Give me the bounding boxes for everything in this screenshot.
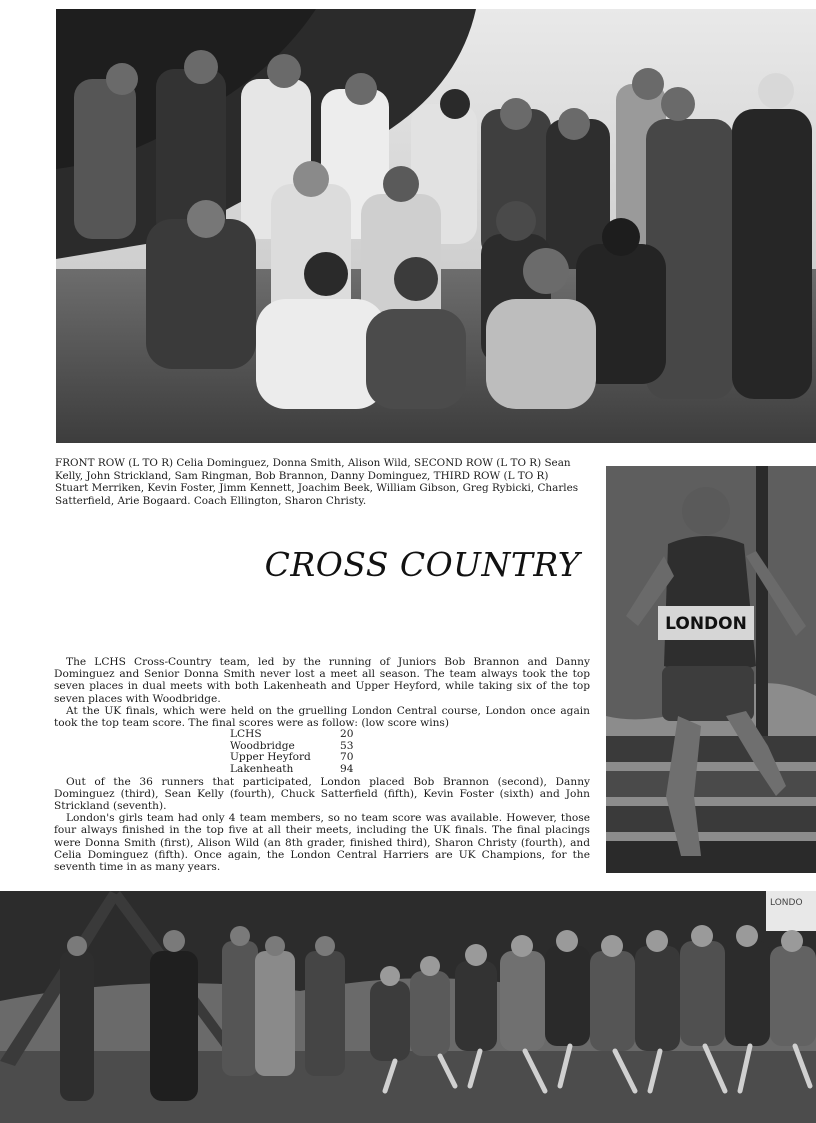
team-photo [56,9,816,443]
photo-caption: FRONT ROW (L TO R) Celia Dominguez, Donna Smith, Alison Wild, SECOND ROW (L TO R) Sean Kelly, John Strickland, Sam Ringman, Bob Brannon, Danny Dominguez, THIRD ROW (L TO R) Stuart Merriken, Kevin Foster, Jimm Kennett, Joachim Beek, William Gibson, Greg Rybicki, Charles Satterfield, Arie Bogaard. Coach Ellington, Sharon Christy. [55,457,579,507]
paragraph-girls-results: London's girls team had only 4 team members, so no team score was available. However, those four always finished in the top five at all their meets, including the UK finals. The final placings were Donna Smith (first), Alison Wild (an 8th grader, finished third), Sharon Christy (fourth), and Celia Dominguez (fifth). Once again, the London Central Harriers are UK Champions, for the seventh time in as many years. [54,812,590,874]
runner-photo [606,466,816,873]
score-value: 70 [340,751,354,764]
final-scores-table [230,729,353,775]
page-title: CROSS COUNTRY [264,545,580,584]
score-value: 53 [340,739,354,752]
score-school: Woodbridge [230,739,295,752]
score-value: 20 [340,728,354,741]
team-photo-image [56,9,816,443]
score-school: Upper Heyford [230,751,311,764]
article-body [54,656,590,873]
race-sign-text: LONDO [770,898,803,908]
score-value: 94 [340,763,354,775]
table-row [230,764,353,776]
score-school: LCHS [230,728,262,741]
score-school: Lakenheath [230,763,294,775]
paragraph-uk-finals: At the UK finals, which were held on the gruelling London Central course, London once again took the top team score. The final scores were as follow: (low score wins) [54,704,590,730]
race-photo-image [0,891,816,1123]
vest-text: LONDON [665,614,747,634]
paragraph-boys-results: Out of the 36 runners that participated, London placed Bob Brannon (second), Danny Dominguez (third), Sean Kelly (fourth), Chuck Satterfield (fifth), Kevin Foster (sixth) and John Strickland (seventh). [54,775,590,812]
runner-photo-image [606,466,816,873]
race-photo [0,891,816,1123]
paragraph-season: The LCHS Cross-Country team, led by the running of Juniors Bob Brannon and Danny Dominguez and Senior Donna Smith never lost a meet all season. The team always took the top seven places in dual meets with both Lakenheath and Upper Heyford, while taking six of the top seven places with Woodbridge. [54,656,590,705]
